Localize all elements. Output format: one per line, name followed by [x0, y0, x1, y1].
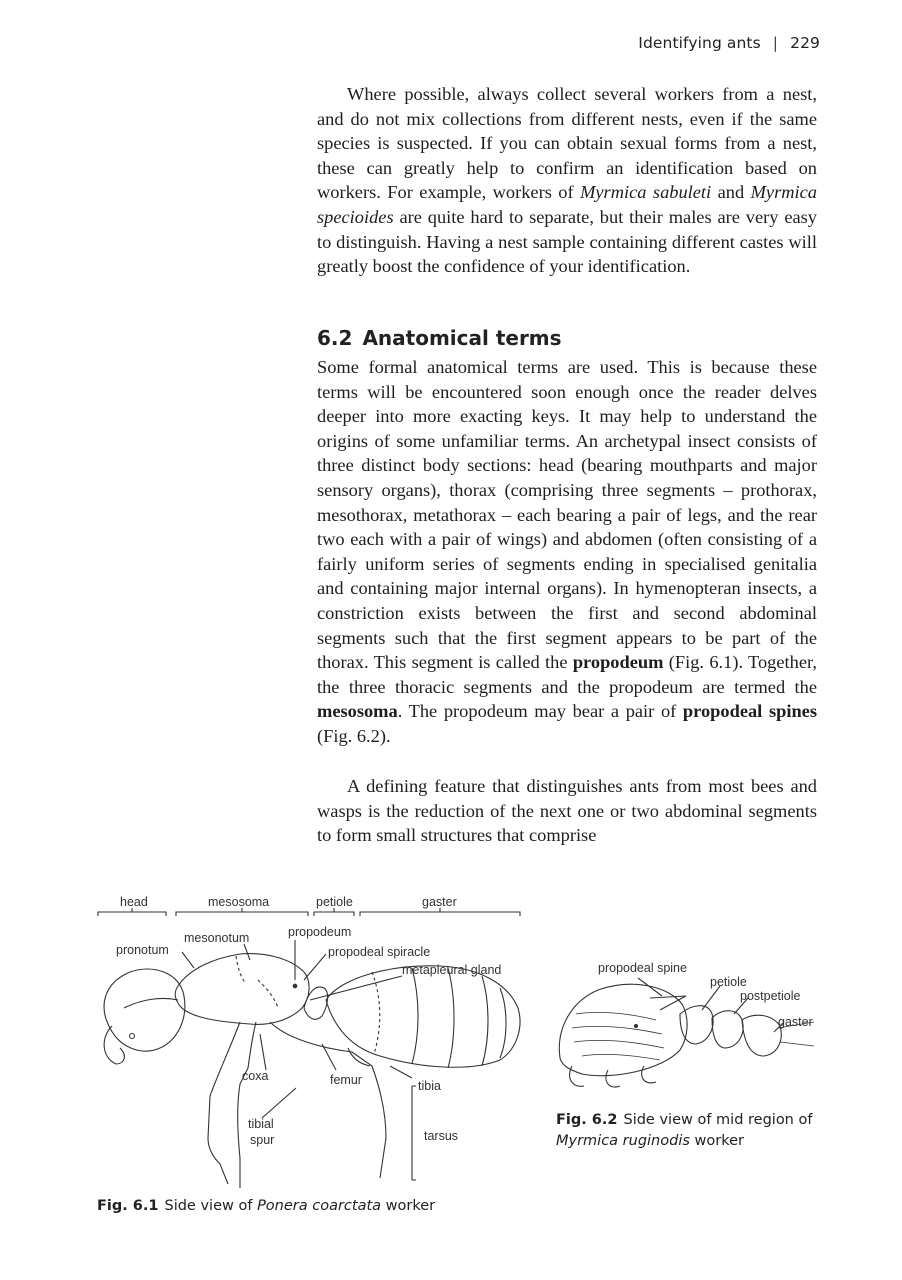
section-number: 6.2: [317, 326, 353, 350]
petiole-outline: [304, 987, 328, 1019]
text-run: Where possible, always collect several workers from a nest, and do not mix collections from different nests, even if the same species is suspected. If you can obtain sexual forms from a nest, these can greatly help to confirm an identification based on workers. For example, workers of: [317, 84, 817, 203]
figure-label: Fig. 6.2: [556, 1112, 618, 1128]
label-head: head: [120, 895, 148, 909]
figure-6-1-ant-diagram: [90, 888, 530, 1193]
label-tarsus: tarsus: [424, 1129, 459, 1143]
label-propodeum: propodeum: [288, 925, 352, 939]
label-postpetiole: postpetiole: [740, 989, 801, 1003]
label-pronotum: pronotum: [116, 943, 169, 957]
label-petiole: petiole: [710, 975, 747, 989]
label-tibia: tibia: [418, 1079, 441, 1093]
bracket-head: [98, 908, 166, 916]
mandible: [104, 1026, 124, 1064]
figure-6-2-mid-region-diagram: [552, 958, 824, 1098]
header-separator: |: [772, 34, 779, 52]
mesosoma-outline: [175, 954, 309, 1025]
text-run: Some formal anatomical terms are used. This is because these terms will be encountered soon enough once the reader delves deeper into more exacting keys. It may help to understand the origins of some unfamiliar terms. An archetypal insect consists of three distinct body sections: head (bearing mouthparts and major sensory organs), thorax (comprising three segments – prothorax, mesothorax, metathorax – each bearing a pair of legs, and the rear two each with a pair of wings) and abdomen (often consisting of a fairly uniform series of segments ending in specialised genitalia and containing major internal organs). In hymenopteran insects, a constriction exists between the first and second abdominal segments such that the first segment appears to be part of the thorax. This segment is called the: [317, 357, 817, 673]
label-mesosoma: mesosoma: [208, 895, 270, 909]
figure-6-1-caption: [97, 1198, 435, 1214]
term-propodeal-spines: propodeal spines: [682, 701, 817, 722]
head-outline: [104, 969, 185, 1051]
text-run: A defining feature that distinguishes ants from most bees and wasps is the reduction of the next one or two abdominal segments to form small structures that comprise: [317, 776, 817, 846]
species-name: Myrmica ruginodis: [556, 1133, 690, 1149]
species-name: Ponera coarctata: [257, 1198, 382, 1214]
paragraph-collecting: [317, 82, 817, 279]
label-gaster: gaster: [778, 1015, 813, 1029]
section-title: Anatomical terms: [362, 326, 562, 350]
text-run: (Fig. 6.2).: [317, 725, 391, 746]
page-number: 229: [790, 34, 820, 52]
running-header: [638, 34, 820, 52]
label-femur: femur: [330, 1073, 362, 1087]
species-name: Myrmica sabuleti: [580, 182, 712, 203]
figure-label: Fig. 6.1: [97, 1198, 159, 1214]
bracket-gaster: [360, 908, 520, 916]
label-petiole: petiole: [316, 895, 353, 909]
label-gaster: gaster: [422, 895, 457, 909]
figure-6-2-caption: [556, 1110, 826, 1152]
paragraph-defining-feature: [317, 774, 817, 848]
fore-leg: [208, 1022, 240, 1184]
paragraph-anatomy: [317, 355, 817, 749]
label-propodeal-spine: propodeal spine: [598, 961, 687, 975]
mid-leg: [238, 1022, 256, 1188]
running-title: Identifying ants: [638, 34, 761, 52]
mesosoma-outline: [559, 984, 687, 1075]
caption-text: Side view of mid region of: [623, 1112, 813, 1128]
hind-leg: [270, 1022, 386, 1178]
label-tibial: tibial: [248, 1117, 274, 1131]
species-name: Myrmica specioides: [317, 182, 817, 227]
section-heading: [317, 326, 562, 350]
postpetiole-outline: [712, 1011, 743, 1048]
caption-text: worker: [381, 1198, 436, 1214]
text-run: and: [711, 182, 751, 203]
label-spur: spur: [250, 1133, 275, 1147]
caption-text: worker: [689, 1133, 744, 1149]
gaster-outline: [742, 1015, 781, 1056]
label-mesonotum: mesonotum: [184, 931, 250, 945]
term-propodeum: propodeum: [572, 652, 664, 673]
term-mesosoma: mesosoma: [317, 701, 398, 722]
text-run: (Fig. 6.1). Together, the three thoracic segments and the propodeum are termed the: [317, 652, 817, 697]
label-propodeal-spiracle: propodeal spiracle: [328, 945, 431, 959]
label-coxa: coxa: [242, 1069, 269, 1083]
label-metapleural-gland: metapleural gland: [402, 963, 502, 977]
caption-text: Side view of: [164, 1198, 258, 1214]
bracket-mesosoma: [176, 908, 308, 916]
gaster-outline: [326, 966, 520, 1067]
bracket-petiole: [314, 908, 354, 916]
text-run: are quite hard to separate, but their males are very easy to distinguish. Having a nest sample containing different castes will greatly boost the confidence of your identification.: [317, 206, 817, 277]
text-run: . The propodeum may bear a pair of: [397, 701, 683, 722]
